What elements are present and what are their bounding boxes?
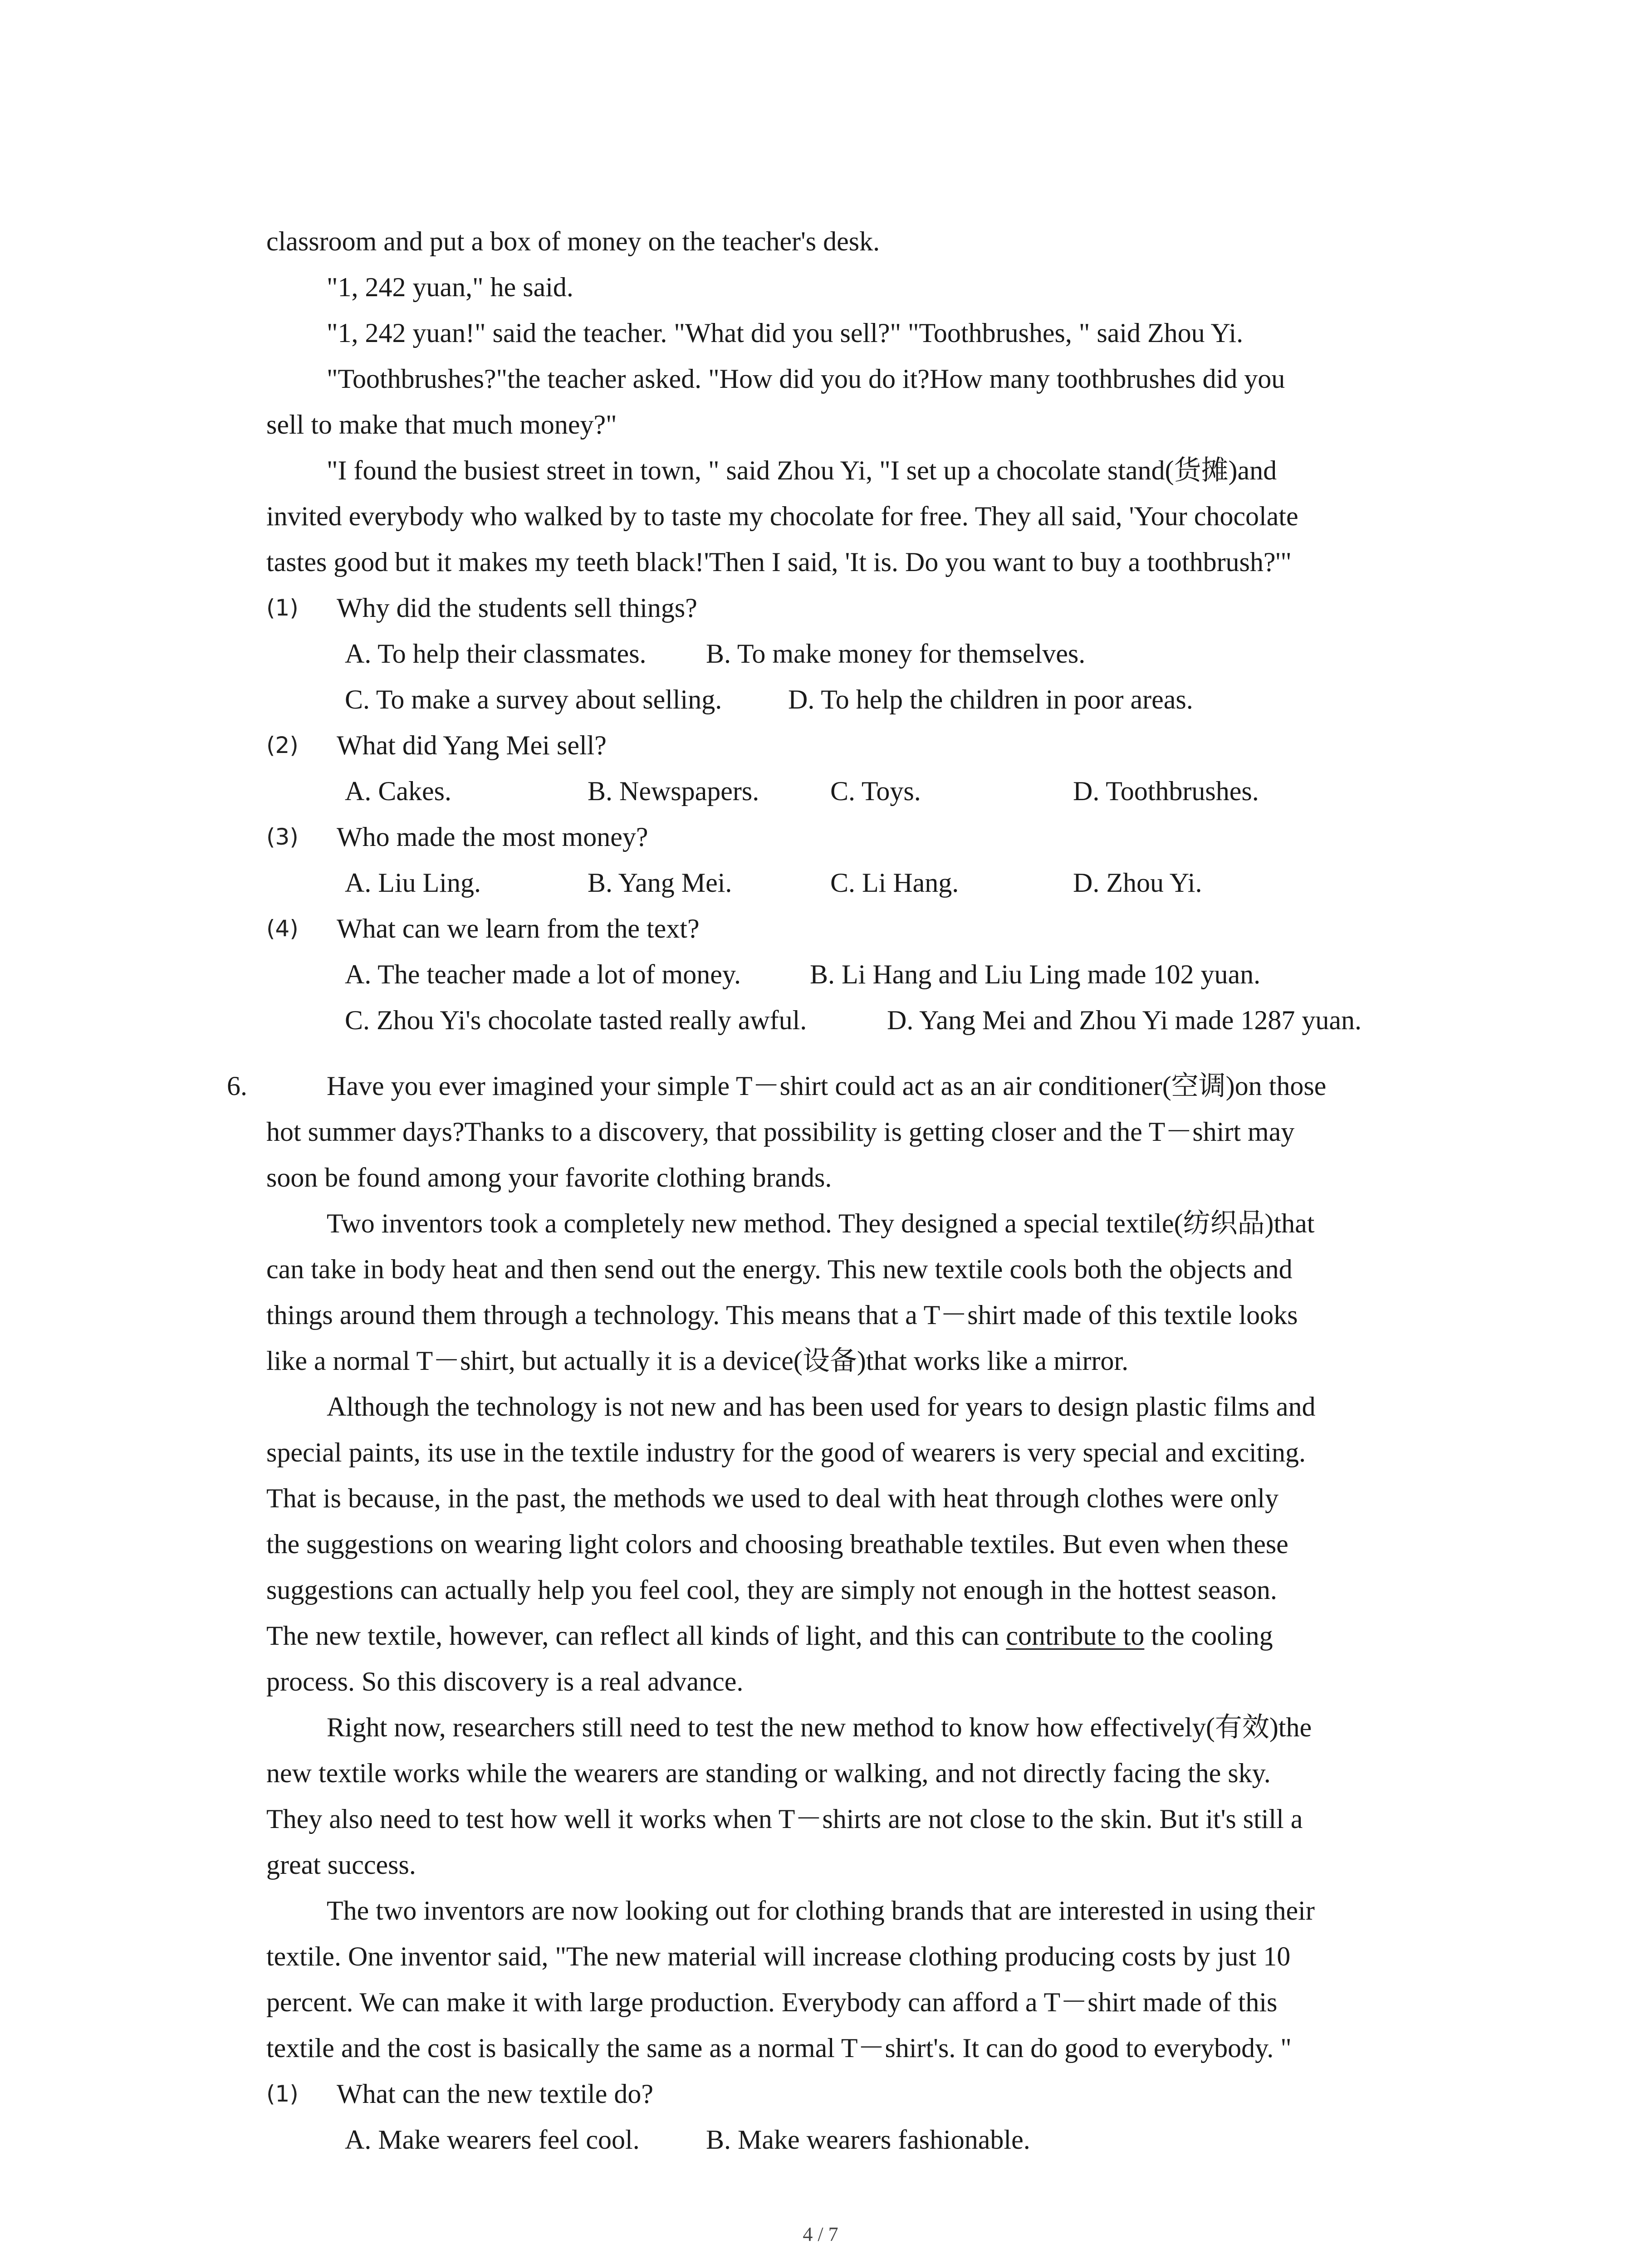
option-b: B. Li Hang and Liu Ling made 102 yuan. — [810, 959, 1261, 989]
passage-line: "Toothbrushes?"the teacher asked. "How did you do it?How many toothbrushes did you — [327, 364, 1285, 394]
passage-line-with-underline — [266, 1619, 1273, 1652]
option-a: A. To help their classmates. — [345, 639, 647, 669]
passage-line: They also need to test how well it works when T－shirts are not close to the skin. But it's still a — [266, 1804, 1303, 1834]
passage-line: textile. One inventor said, "The new material will increase clothing producing costs by just 10 — [266, 1941, 1291, 1971]
option-b: B. Make wearers fashionable. — [706, 2125, 1030, 2155]
question-text: What can we learn from the text? — [337, 914, 700, 943]
passage-line: tastes good but it makes my teeth black!'Then I said, 'It is. Do you want to buy a toothbrush?'" — [266, 547, 1292, 577]
passage-line: special paints, its use in the textile industry for the good of wearers is very special and exciting. — [266, 1437, 1306, 1467]
option-b: B. Newspapers. — [588, 776, 759, 806]
option-d: D. To help the children in poor areas. — [788, 684, 1193, 714]
passage-line: "1, 242 yuan!" said the teacher. "What did you sell?" "Toothbrushes, " said Zhou Yi. — [327, 318, 1244, 348]
passage-line: percent. We can make it with large production. Everybody can afford a T－shirt made of this — [266, 1987, 1278, 2017]
passage-line: sell to make that much money?" — [266, 410, 617, 440]
option-c: C. Toys. — [830, 776, 921, 806]
passage-line: can take in body heat and then send out the energy. This new textile cools both the objects and — [266, 1254, 1293, 1284]
page-number: 4 / 7 — [803, 2223, 838, 2245]
question-number: (1) — [266, 595, 299, 621]
passage-line: hot summer days?Thanks to a discovery, that possibility is getting closer and the T－shirt may — [266, 1117, 1295, 1147]
passage-line: invited everybody who walked by to taste my chocolate for free. They all said, 'Your chocolate — [266, 501, 1298, 531]
passage-line: "I found the busiest street in town, " said Zhou Yi, "I set up a chocolate stand(货摊)and — [327, 455, 1277, 485]
option-d: D. Yang Mei and Zhou Yi made 1287 yuan. — [887, 1005, 1362, 1035]
passage-line: Although the technology is not new and has been used for years to design plastic films and — [327, 1392, 1316, 1422]
passage-line: Have you ever imagined your simple T－shirt could act as an air conditioner(空调)on those — [327, 1071, 1327, 1101]
passage-line: new textile works while the wearers are standing or walking, and not directly facing the sky. — [266, 1758, 1271, 1788]
passage-line: like a normal T－shirt, but actually it is a device(设备)that works like a mirror. — [266, 1346, 1129, 1376]
question-number: (4) — [266, 915, 299, 942]
passage-line: "1, 242 yuan," he said. — [327, 272, 573, 302]
passage-line: That is because, in the past, the methods we used to deal with heat through clothes were only — [266, 1483, 1279, 1513]
option-a: A. Cakes. — [345, 776, 451, 806]
passage-line: things around them through a technology. This means that a T－shirt made of this textile looks — [266, 1300, 1298, 1330]
option-b: B. To make money for themselves. — [706, 639, 1086, 669]
passage-line: The two inventors are now looking out for clothing brands that are interested in using their — [327, 1896, 1315, 1926]
option-a: A. The teacher made a lot of money. — [345, 959, 741, 989]
option-a: A. Make wearers feel cool. — [345, 2125, 640, 2155]
question-text: What can the new textile do? — [337, 2079, 654, 2109]
passage-line: process. So this discovery is a real advance. — [266, 1667, 744, 1696]
passage-line: suggestions can actually help you feel cool, they are simply not enough in the hottest season. — [266, 1575, 1277, 1605]
option-a: A. Liu Ling. — [345, 868, 481, 898]
underlined-phrase: contribute to — [1006, 1621, 1145, 1651]
option-c: C. Li Hang. — [830, 868, 959, 898]
passage-line: Right now, researchers still need to test the new method to know how effectively(有效)the — [327, 1712, 1312, 1742]
passage-number: 6. — [227, 1071, 247, 1101]
passage-line: soon be found among your favorite clothing brands. — [266, 1163, 832, 1193]
passage-line: the suggestions on wearing light colors and choosing breathable textiles. But even when these — [266, 1529, 1288, 1559]
question-text: What did Yang Mei sell? — [337, 730, 607, 760]
question-text: Who made the most money? — [337, 822, 648, 852]
passage-line: Two inventors took a completely new method. They designed a special textile(纺织品)that — [327, 1208, 1315, 1238]
passage-line-part: The new textile, however, can reflect all kinds of light, and this can — [266, 1621, 1006, 1651]
passage-line: great success. — [266, 1850, 416, 1880]
option-b: B. Yang Mei. — [588, 868, 732, 898]
question-number: (1) — [266, 2081, 299, 2107]
option-d: D. Toothbrushes. — [1073, 776, 1259, 806]
question-text: Why did the students sell things? — [337, 593, 697, 623]
passage-line: textile and the cost is basically the same as a normal T－shirt's. It can do good to everybody. " — [266, 2033, 1292, 2063]
option-c: C. To make a survey about selling. — [345, 684, 722, 714]
question-number: (3) — [266, 824, 299, 850]
passage-line: classroom and put a box of money on the teacher's desk. — [266, 226, 880, 256]
passage-line-part: the cooling — [1144, 1621, 1273, 1651]
question-number: (2) — [266, 732, 299, 758]
option-d: D. Zhou Yi. — [1073, 868, 1202, 898]
option-c: C. Zhou Yi's chocolate tasted really awful. — [345, 1005, 807, 1035]
